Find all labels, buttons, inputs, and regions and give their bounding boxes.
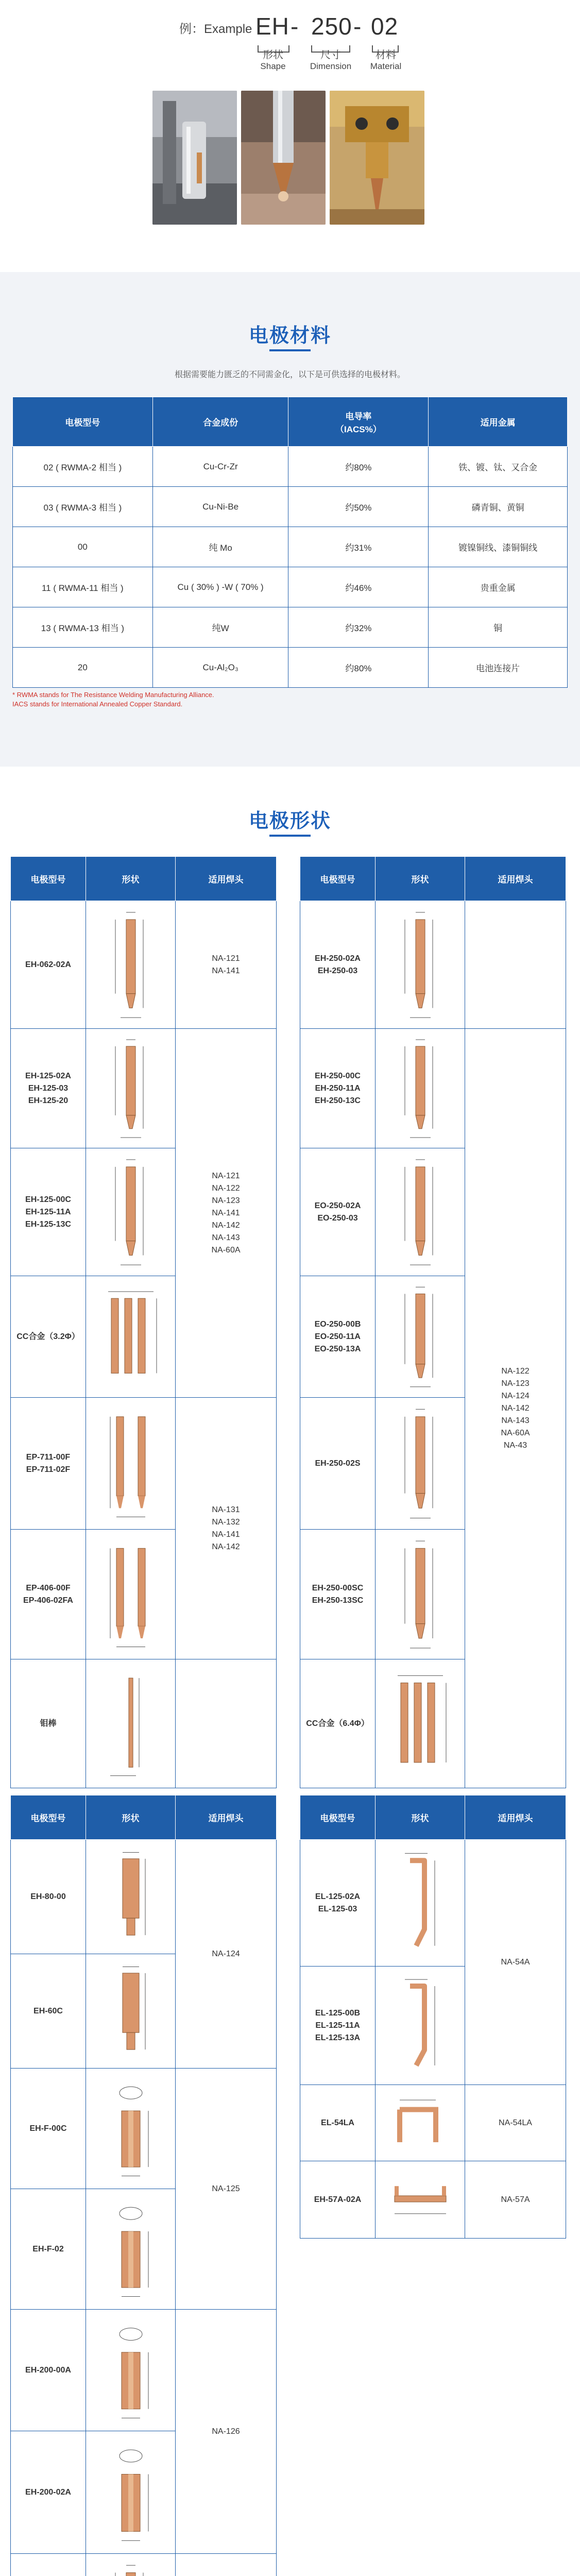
electrode-model: EH-57A-02A: [300, 2161, 376, 2239]
shape-row: [11, 2310, 277, 2431]
electrode-model: EP-406-00F EP-406-02FA: [11, 1530, 86, 1659]
electrode-shape: [376, 1530, 465, 1659]
electrode-shape: [86, 2189, 176, 2310]
note-iacs: IACS stands for International Annealed Copper Standard.: [12, 700, 183, 708]
code-dash-1: -: [291, 13, 299, 40]
materials-cell: 00: [13, 527, 153, 567]
shape-row: [11, 1398, 277, 1530]
shape-header-cell: 形状: [376, 857, 465, 901]
electrode-shape: [376, 901, 465, 1029]
shape-row: [11, 2554, 277, 2576]
electrode-model: EH-250-02S: [300, 1398, 376, 1530]
shape-row: [11, 2069, 277, 2189]
materials-section: [0, 272, 580, 767]
electrode-model: EL-125-00B EL-125-11A EL-125-13A: [300, 1967, 376, 2085]
electrode-model: EP-711-00F EP-711-02F: [11, 1398, 86, 1530]
shape-header-cell: 电极型号: [300, 1795, 376, 1840]
electrode-model: EH-250-02A EH-250-03: [300, 901, 376, 1029]
electrode-shape: [86, 2431, 176, 2554]
electrode-model: [11, 2554, 86, 2576]
electrode-model: CC合金（3.2Φ）: [11, 1276, 86, 1398]
electrode-drawing: [90, 1958, 172, 2064]
electrode-drawing: [379, 1664, 462, 1784]
materials-cell: Cu ( 30% ) -W ( 70% ): [152, 567, 288, 607]
electrode-shape: [86, 1659, 176, 1788]
shape-table-a: [10, 856, 277, 1788]
shape-header-cell: 形状: [86, 857, 176, 901]
electrode-drawing: [90, 1280, 172, 1394]
materials-header-cell: 电导率 （IACS%）: [288, 397, 429, 447]
shape-header-cell: 适用焊头: [176, 1795, 277, 1840]
electrode-shape: [376, 1840, 465, 1967]
electrode-shape: [86, 1530, 176, 1659]
materials-cell: Cu-Ni-Be: [152, 487, 288, 527]
electrode-shape: [86, 1276, 176, 1398]
electrode-drawing: [90, 1402, 172, 1526]
materials-row: [13, 567, 568, 607]
materials-cell: 约50%: [288, 487, 429, 527]
electrode-shape: [376, 1148, 465, 1276]
materials-cell: 纯W: [152, 607, 288, 648]
electrode-shape: [86, 2554, 176, 2576]
shape-table-d: [300, 1795, 566, 2239]
electrode-drawing: [379, 1534, 462, 1655]
material-caption: 材料 Material: [370, 49, 402, 71]
applicable-weld-head: NA-121 NA-141: [176, 901, 277, 1029]
electrode-shape: [86, 1954, 176, 2069]
electrode-photo-1: [152, 91, 237, 225]
applicable-weld-head: NA-54LA: [465, 2085, 566, 2161]
electrode-model: EH-125-00C EH-125-11A EH-125-13C: [11, 1148, 86, 1276]
materials-header-cell: 合金成份: [152, 397, 288, 447]
materials-title-underline: [269, 349, 311, 351]
materials-table-header: [13, 397, 568, 447]
materials-cell: 13 ( RWMA-13 相当 ): [13, 607, 153, 648]
electrode-drawing: [379, 1033, 462, 1144]
applicable-weld-head: NA-126: [176, 2310, 277, 2554]
applicable-weld-head: NA-57A: [465, 2161, 566, 2239]
materials-cell: 磷青铜、黄铜: [429, 487, 568, 527]
electrode-shape: [376, 1276, 465, 1398]
applicable-weld-head: NA-121 NA-122 NA-123 NA-141 NA-142 NA-143 NA-60A: [176, 1029, 277, 1398]
shape-row: [11, 1840, 277, 1954]
materials-cell: Cu-Cr-Zr: [152, 447, 288, 487]
materials-row: [13, 487, 568, 527]
applicable-weld-head: [465, 901, 566, 1029]
code-dimension: 250: [311, 13, 352, 40]
electrode-drawing: [379, 1402, 462, 1526]
electrode-shape: [376, 2161, 465, 2239]
electrode-drawing: [90, 2558, 172, 2576]
electrode-model: CC合金（6.4Φ）: [300, 1659, 376, 1788]
materials-row: [13, 648, 568, 688]
electrode-shape: [376, 1029, 465, 1148]
shape-header-cell: 适用焊头: [465, 857, 566, 901]
materials-cell: 约80%: [288, 447, 429, 487]
electrode-model: EH-125-02A EH-125-03 EH-125-20: [11, 1029, 86, 1148]
shape-table-header: [11, 857, 277, 901]
shape-table-b: [300, 856, 566, 1788]
electrode-model: EH-250-00C EH-250-11A EH-250-13C: [300, 1029, 376, 1148]
electrode-model: EL-125-02A EL-125-03: [300, 1840, 376, 1967]
applicable-weld-head: NA-125: [176, 2069, 277, 2310]
shapes-section: [0, 767, 580, 2576]
electrode-shape: [86, 901, 176, 1029]
note-rwma: * RWMA stands for The Resistance Welding Manufacturing Alliance.: [12, 691, 214, 699]
shape-header-cell: 电极型号: [11, 857, 86, 901]
electrode-model: EO-250-02A EO-250-03: [300, 1148, 376, 1276]
materials-cell: 纯 Mo: [152, 527, 288, 567]
materials-title: 电极材料: [248, 325, 331, 347]
shape-row: [300, 901, 566, 1029]
applicable-weld-head: [176, 2554, 277, 2576]
electrode-shape: [86, 1840, 176, 1954]
materials-cell: 03 ( RWMA-3 相当 ): [13, 487, 153, 527]
shape-header-cell: 适用焊头: [465, 1795, 566, 1840]
electrode-model: EH-60C: [11, 1954, 86, 2069]
materials-intro: 根据需要能力匮乏的不同需金化，以下是可供选择的电极材料。: [174, 370, 405, 379]
shape-table-header: [11, 1795, 277, 1840]
electrode-drawing: [90, 2193, 172, 2306]
code-dash-2: -: [353, 13, 362, 40]
shape-table-header: [300, 1795, 566, 1840]
electrode-model: EH-200-02A: [11, 2431, 86, 2554]
electrode-drawing: [90, 1033, 172, 1144]
materials-cell: 02 ( RWMA-2 相当 ): [13, 447, 153, 487]
shape-row: [300, 1840, 566, 1967]
applicable-weld-head: [176, 1659, 277, 1788]
shape-row: [300, 2161, 566, 2239]
shape-row: [300, 2085, 566, 2161]
code-shape: EH: [255, 13, 289, 40]
materials-cell: 铜: [429, 607, 568, 648]
shapes-title: 电极形状: [248, 810, 331, 832]
electrode-shape: [86, 2069, 176, 2189]
applicable-weld-head: NA-54A: [465, 1840, 566, 2085]
shape-row: [300, 1029, 566, 1148]
electrode-drawing: [90, 2314, 172, 2427]
materials-cell: 约46%: [288, 567, 429, 607]
shape-row: [11, 1659, 277, 1788]
dimension-caption: 尺寸 Dimension: [310, 49, 352, 71]
electrode-model: EH-062-02A: [11, 901, 86, 1029]
electrode-drawing: [379, 1280, 462, 1394]
electrode-shape: [86, 2310, 176, 2431]
materials-cell: 镀镍铜线、漆铜铜线: [429, 527, 568, 567]
shape-row: [11, 1029, 277, 1148]
code-material: 02: [371, 13, 399, 40]
materials-header-cell: 适用金属: [429, 397, 568, 447]
materials-table: [12, 397, 568, 688]
electrode-shape: [86, 1398, 176, 1530]
shape-header-cell: 形状: [86, 1795, 176, 1840]
electrode-drawing: [90, 905, 172, 1025]
electrode-drawing: [379, 1153, 462, 1272]
example-section: [0, 0, 580, 273]
shape-table-header: [300, 857, 566, 901]
electrode-shape: [376, 2085, 465, 2161]
materials-cell: 20: [13, 648, 153, 688]
materials-cell: 约31%: [288, 527, 429, 567]
electrode-model: EH-F-00C: [11, 2069, 86, 2189]
shape-header-cell: 电极型号: [11, 1795, 86, 1840]
shape-table-c: [10, 1795, 277, 2576]
electrode-shape: [86, 1148, 176, 1276]
electrode-shape: [86, 1029, 176, 1148]
materials-notes: [12, 690, 214, 709]
electrode-drawing: [379, 2089, 462, 2157]
electrode-model: EH-200-00A: [11, 2310, 86, 2431]
electrode-model: EH-80-00: [11, 1840, 86, 1954]
materials-row: [13, 447, 568, 487]
electrode-drawing: [90, 1153, 172, 1272]
shape-header-cell: 适用焊头: [176, 857, 277, 901]
electrode-photo-2: [241, 91, 326, 225]
shapes-title-underline: [269, 835, 311, 837]
electrode-drawing: [379, 905, 462, 1025]
materials-cell: 电池连接片: [429, 648, 568, 688]
materials-cell: 约32%: [288, 607, 429, 648]
shape-caption: 形状 Shape: [260, 49, 286, 71]
electrode-drawing: [379, 2165, 462, 2234]
electrode-drawing: [90, 1844, 172, 1950]
materials-cell: 11 ( RWMA-11 相当 ): [13, 567, 153, 607]
electrode-shape: [376, 1398, 465, 1530]
electrode-drawing: [90, 2435, 172, 2550]
materials-row: [13, 527, 568, 567]
applicable-weld-head: NA-131 NA-132 NA-141 NA-142: [176, 1398, 277, 1659]
applicable-weld-head: NA-124: [176, 1840, 277, 2069]
materials-header-cell: 电极型号: [13, 397, 153, 447]
materials-row: [13, 607, 568, 648]
applicable-weld-head: NA-122 NA-123 NA-124 NA-142 NA-143 NA-60A NA-43: [465, 1029, 566, 1788]
electrode-model: EH-F-02: [11, 2189, 86, 2310]
electrode-drawing: [90, 1664, 172, 1784]
materials-cell: Cu-Al₂O₃: [152, 648, 288, 688]
materials-cell: 铁、镀、钛、又合金: [429, 447, 568, 487]
electrode-shape: [376, 1967, 465, 2085]
electrode-shape: [376, 1659, 465, 1788]
electrode-drawing: [90, 2073, 172, 2185]
electrode-drawing: [379, 1844, 462, 1962]
electrode-photo-3: [330, 91, 424, 225]
shape-header-cell: 电极型号: [300, 857, 376, 901]
example-prefix: 例：Example: [179, 22, 252, 36]
electrode-model: EH-250-00SC EH-250-13SC: [300, 1530, 376, 1659]
materials-cell: 约80%: [288, 648, 429, 688]
electrode-drawing: [379, 1971, 462, 2081]
electrode-model: EL-54LA: [300, 2085, 376, 2161]
shape-header-cell: 形状: [376, 1795, 465, 1840]
electrode-model: 钼棒: [11, 1659, 86, 1788]
electrode-drawing: [90, 1534, 172, 1655]
electrode-model: EO-250-00B EO-250-11A EO-250-13A: [300, 1276, 376, 1398]
materials-cell: 贵重金属: [429, 567, 568, 607]
shape-row: [11, 901, 277, 1029]
